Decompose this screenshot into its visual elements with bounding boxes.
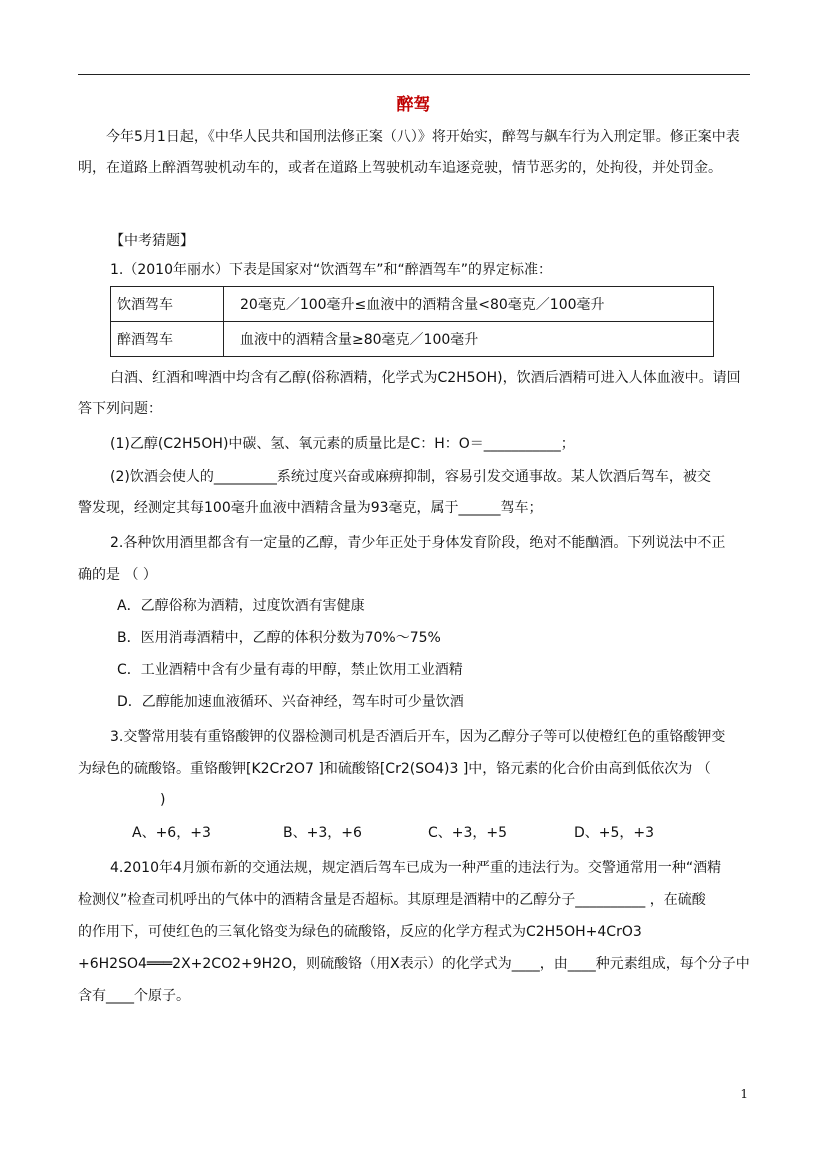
table-cell-name: 饮酒驾车 — [111, 287, 224, 322]
q2-stem-line2: 确的是 （ ） — [78, 567, 157, 583]
page-number: 1 — [740, 1087, 748, 1101]
table-cell-name: 醉酒驾车 — [111, 322, 224, 357]
q2-option-a: A．乙醇俗称为酒精，过度饮酒有害健康 — [117, 598, 365, 614]
q1-paragraph-line1: 白酒、红酒和啤酒中均含有乙醇(俗称酒精，化学式为C2H5OH)，饮酒后酒精可进入人体血液中。请回 — [110, 370, 741, 386]
table-row — [111, 322, 714, 357]
q4-line2: 检测仪”检查司机呼出的气体中的酒精含量是否超标。其原理是酒精中的乙醇分子__________ ，在硫酸 — [78, 892, 706, 908]
intro-paragraph: 今年5月1日起，《中华人民共和国刑法修正案（八）》将开始实，醉驾与飙车行为入刑定罪。修正案中表明，在道路上醉酒驾驶机动车的，或者在道路上驾驶机动车追逐竞驶，情节恶劣的，处拘役，并处罚金。 — [78, 129, 740, 176]
q4-line3: 的作用下，可使红色的三氧化铬变为绿色的硫酸铬，反应的化学方程式为C2H5OH+4CrO3 — [78, 924, 642, 940]
q4-line5: 含有____个原子。 — [78, 988, 190, 1004]
q1-subquestion-1: (1)乙醇(C2H5OH)中碳、氢、氧元素的质量比是C：H：O＝___________； — [110, 436, 575, 452]
table-cell-value: 20毫克／100毫升≤血液中的酒精含量<80毫克／100毫升 — [224, 287, 714, 322]
table-row — [111, 287, 714, 322]
q2-option-d: D．乙醇能加速血液循环、兴奋神经，驾车时可少量饮酒 — [117, 694, 464, 710]
section-heading: 【中考猜题】 — [110, 233, 194, 249]
q4-line1: 4.2010年4月颁布新的交通法规，规定酒后驾车已成为一种严重的违法行为。交警通常用一种“酒精 — [110, 860, 722, 876]
q2-stem-line1: 2.各种饮用酒里都含有一定量的乙醇，青少年正处于身体发育阶段，绝对不能酗酒。下列说法中不正 — [110, 535, 726, 551]
q1-stem: 1.（2010年丽水）下表是国家对“饮酒驾车”和“醉酒驾车”的界定标准： — [110, 262, 552, 278]
q3-option-a: A、+6，+3 — [132, 825, 211, 841]
q3-option-c: C、+3，+5 — [428, 825, 508, 841]
q1-subquestion-2-line2: 警发现，经测定其每100毫升血液中酒精含量为93毫克，属于______驾车； — [78, 500, 543, 516]
q2-option-c: C．工业酒精中含有少量有毒的甲醇，禁止饮用工业酒精 — [117, 662, 463, 678]
q3-option-b: B、+3，+6 — [283, 825, 362, 841]
q2-option-b: B．医用消毒酒精中，乙醇的体积分数为70%～75% — [117, 630, 441, 646]
q3-option-d: D、+5，+3 — [574, 825, 655, 841]
q3-stem-line1: 3.交警常用装有重铬酸钾的仪器检测司机是否酒后开车，因为乙醇分子等可以使橙红色的重铬酸钾变 — [110, 729, 726, 745]
q3-stem-line2: 为绿色的硫酸铬。重铬酸钾[K2Cr2O7 ]和硫酸铬[Cr2(SO4)3 ]中，铬元素的化合价由高到低依次为 （ — [78, 761, 711, 777]
q3-stem-line3: ) — [160, 792, 166, 808]
q4-line4: +6H2SO4═══2X+2CO2+9H2O，则硫酸铬（用X表示）的化学式为____，由____种元素组成，每个分子中 — [78, 956, 750, 972]
header-rule — [78, 74, 750, 75]
q1-subquestion-2-line1: (2)饮酒会使人的_________系统过度兴奋或麻痹抑制，容易引发交通事故。某人饮酒后驾车，被交 — [110, 469, 711, 485]
q1-paragraph-line2: 答下列问题： — [78, 401, 162, 417]
table-cell-value: 血液中的酒精含量≥80毫克／100毫升 — [224, 322, 714, 357]
page-title: 醉驾 — [396, 95, 431, 115]
standard-table — [110, 286, 714, 357]
